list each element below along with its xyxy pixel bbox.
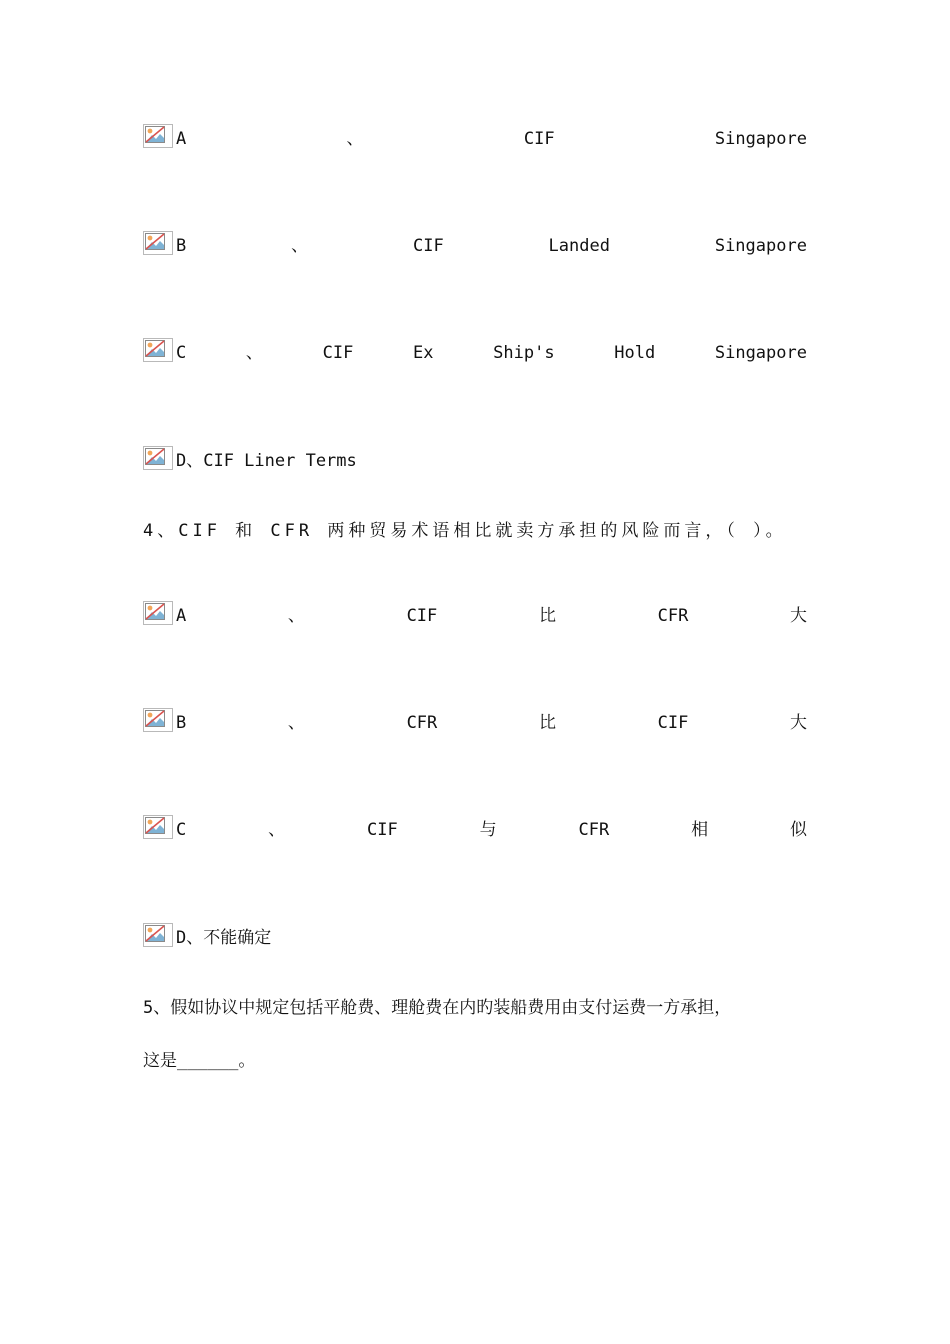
question-4: 4、CIF 和 CFR 两种贸易术语相比就卖方承担的风险而言，（ ）。 <box>143 521 787 541</box>
broken-image-icon <box>143 446 173 470</box>
option-text: C 、 CIF Ex Ship's Hold Singapore <box>176 343 807 363</box>
broken-image-icon <box>143 923 173 947</box>
option-row-q3-a[interactable] <box>143 124 807 154</box>
broken-image-icon <box>143 708 173 732</box>
option-text: B 、 CFR 比 CIF 大 <box>176 713 807 733</box>
option-text: D、不能确定 <box>176 928 272 948</box>
question-5-line-1: 5、假如协议中规定包括平舱费、理舱费在内旳装船费用由支付运费一方承担， <box>143 998 732 1018</box>
option-row-q4-c[interactable] <box>143 815 807 845</box>
option-row-q4-d[interactable] <box>143 923 807 953</box>
option-row-q3-c[interactable] <box>143 338 807 368</box>
question-5-line-2: 这是______。 <box>143 1051 256 1071</box>
broken-image-icon <box>143 124 173 148</box>
option-row-q3-d[interactable] <box>143 446 807 476</box>
option-text: D、CIF Liner Terms <box>176 451 357 471</box>
broken-image-icon <box>143 815 173 839</box>
option-text: A 、 CIF 比 CFR 大 <box>176 606 807 626</box>
option-row-q4-b[interactable] <box>143 708 807 738</box>
broken-image-icon <box>143 338 173 362</box>
broken-image-icon <box>143 601 173 625</box>
option-row-q4-a[interactable] <box>143 601 807 631</box>
option-row-q3-b[interactable] <box>143 231 807 261</box>
option-text: A 、 CIF Singapore <box>176 129 807 149</box>
broken-image-icon <box>143 231 173 255</box>
option-text: C 、 CIF 与 CFR 相 似 <box>176 820 807 840</box>
option-text: B 、 CIF Landed Singapore <box>176 236 807 256</box>
